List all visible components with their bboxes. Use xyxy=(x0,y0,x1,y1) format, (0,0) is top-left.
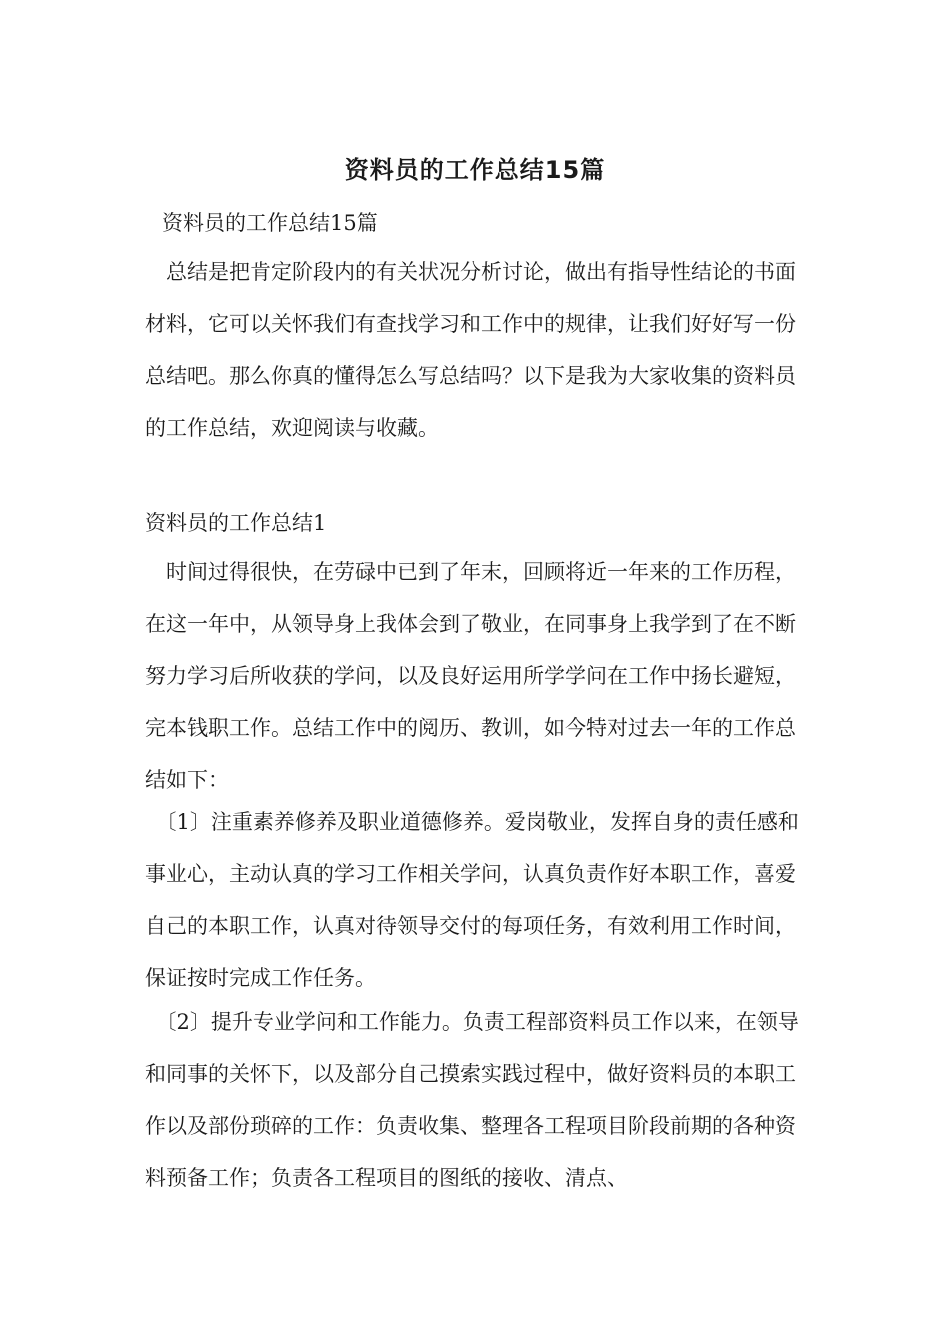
body-paragraph: 〔1〕注重素养修养及职业道德修养。爱岗敬业，发挥自身的责任感和事业心，主动认真的学习工作相关学问，认真负责作好本职工作，喜爱自己的本职工作，认真对待领导交付的每项任务，有效利用工作时间，保证按时完成工作任务。 xyxy=(145,810,799,990)
body-paragraph: 时间过得很快，在劳碌中已到了年末，回顾将近一年来的工作历程，在这一年中，从领导身上我体会到了敬业，在同事身上我学到了在不断努力学习后所收获的学问，以及良好运用所学学问在工作中扬长避短，完本钱职工作。总结工作中的阅历、教训，如今特对过去一年的工作总结如下： xyxy=(145,560,796,792)
intro-paragraph: 总结是把肯定阶段内的有关状况分析讨论，做出有指导性结论的书面材料，它可以关怀我们有查找学习和工作中的规律，让我们好好写一份总结吧。那么你真的懂得怎么写总结吗？以下是我为大家收集的资料员的工作总结，欢迎阅读与收藏。 xyxy=(145,260,796,440)
section-heading: 资料员的工作总结1 xyxy=(145,511,327,535)
body-paragraph: 〔2〕提升专业学问和工作能力。负责工程部资料员工作以来，在领导和同事的关怀下，以及部分自己摸索实践过程中，做好资料员的本职工作以及部份琐碎的工作：负责收集、整理各工程项目阶段前期的各种资料预备工作；负责各工程项目的图纸的接收、清点、 xyxy=(145,1010,799,1190)
document-subtitle: 资料员的工作总结15篇 xyxy=(162,211,378,235)
document-title: 资料员的工作总结15篇 xyxy=(344,156,606,184)
